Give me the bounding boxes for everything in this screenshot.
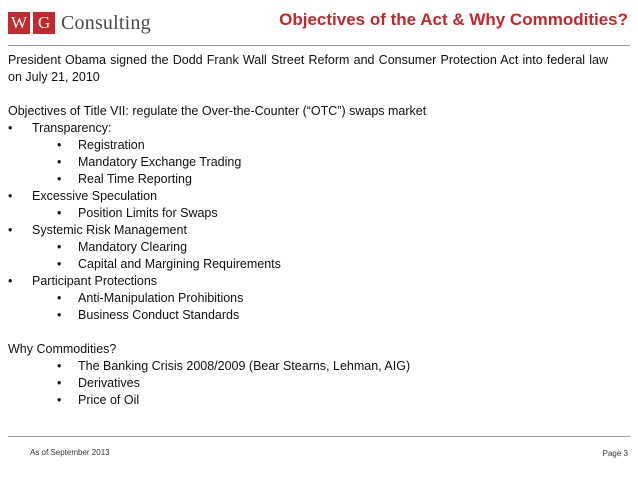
- group-label: Participant Protections: [32, 274, 158, 288]
- intro-paragraph: President Obama signed the Dodd Frank Wall Street Reform and Consumer Protection Act into federal law on July 21, 2010: [8, 53, 608, 84]
- bullet-icon: •: [57, 359, 62, 373]
- bullet-icon: •: [57, 138, 62, 152]
- footer-date: As of September 2013: [30, 448, 110, 457]
- bullet-icon: •: [57, 376, 62, 390]
- list-item: [8, 137, 608, 154]
- why-commodities-list: [8, 358, 608, 409]
- logo-letter-w: W: [8, 12, 30, 34]
- footer-divider: [8, 436, 630, 437]
- bullet-icon: •: [57, 308, 62, 322]
- list-item: [8, 205, 608, 222]
- item-label: Mandatory Exchange Trading: [78, 155, 242, 169]
- bullet-icon: •: [57, 240, 62, 254]
- item-label: Mandatory Clearing: [78, 240, 188, 254]
- group-transparency: [8, 120, 608, 137]
- list-item: [8, 307, 608, 324]
- item-label: Business Conduct Standards: [78, 308, 240, 322]
- section-spacer: [8, 324, 608, 341]
- page-number: Page 3: [602, 449, 628, 458]
- list-item: [8, 358, 608, 375]
- list-item: [8, 239, 608, 256]
- list-item: [8, 290, 608, 307]
- group-label: Systemic Risk Management: [32, 223, 187, 237]
- why-commodities-heading: Why Commodities?: [8, 342, 117, 356]
- list-item: [8, 375, 608, 392]
- group-label: Transparency:: [32, 121, 112, 135]
- group-systemic-risk: [8, 222, 608, 239]
- slide-title: Objectives of the Act & Why Commodities?: [279, 10, 628, 29]
- bullet-icon: •: [57, 155, 62, 169]
- slide-header: [0, 0, 638, 46]
- bullet-icon: •: [8, 189, 13, 203]
- list-item: [8, 392, 608, 409]
- title-vii-list: [8, 120, 608, 324]
- logo-name: Consulting: [61, 11, 151, 34]
- item-label: Position Limits for Swaps: [78, 206, 218, 220]
- bullet-icon: •: [57, 172, 62, 186]
- item-label: Capital and Margining Requirements: [78, 257, 281, 271]
- item-label: Derivatives: [78, 376, 140, 390]
- header-divider: [8, 45, 630, 46]
- item-label: Real Time Reporting: [78, 172, 192, 186]
- company-logo: [8, 11, 151, 35]
- slide-content: [8, 52, 608, 409]
- group-participant-protections: [8, 273, 608, 290]
- group-label: Excessive Speculation: [32, 189, 158, 203]
- bullet-icon: •: [8, 121, 13, 135]
- item-label: Price of Oil: [78, 393, 140, 407]
- logo-letter-g: G: [33, 12, 55, 34]
- list-item: [8, 256, 608, 273]
- group-excessive-speculation: [8, 188, 608, 205]
- bullet-icon: •: [8, 223, 13, 237]
- bullet-icon: •: [57, 206, 62, 220]
- list-item: [8, 154, 608, 171]
- bullet-icon: •: [57, 257, 62, 271]
- bullet-icon: •: [57, 393, 62, 407]
- bullet-icon: •: [8, 274, 13, 288]
- item-label: Registration: [78, 138, 145, 152]
- item-label: Anti-Manipulation Prohibitions: [78, 291, 244, 305]
- title-vii-heading: Objectives of Title VII: regulate the Over-the-Counter (“OTC”) swaps market: [8, 104, 427, 118]
- bullet-icon: •: [57, 291, 62, 305]
- item-label: The Banking Crisis 2008/2009 (Bear Stearns, Lehman, AIG): [78, 359, 411, 373]
- list-item: [8, 171, 608, 188]
